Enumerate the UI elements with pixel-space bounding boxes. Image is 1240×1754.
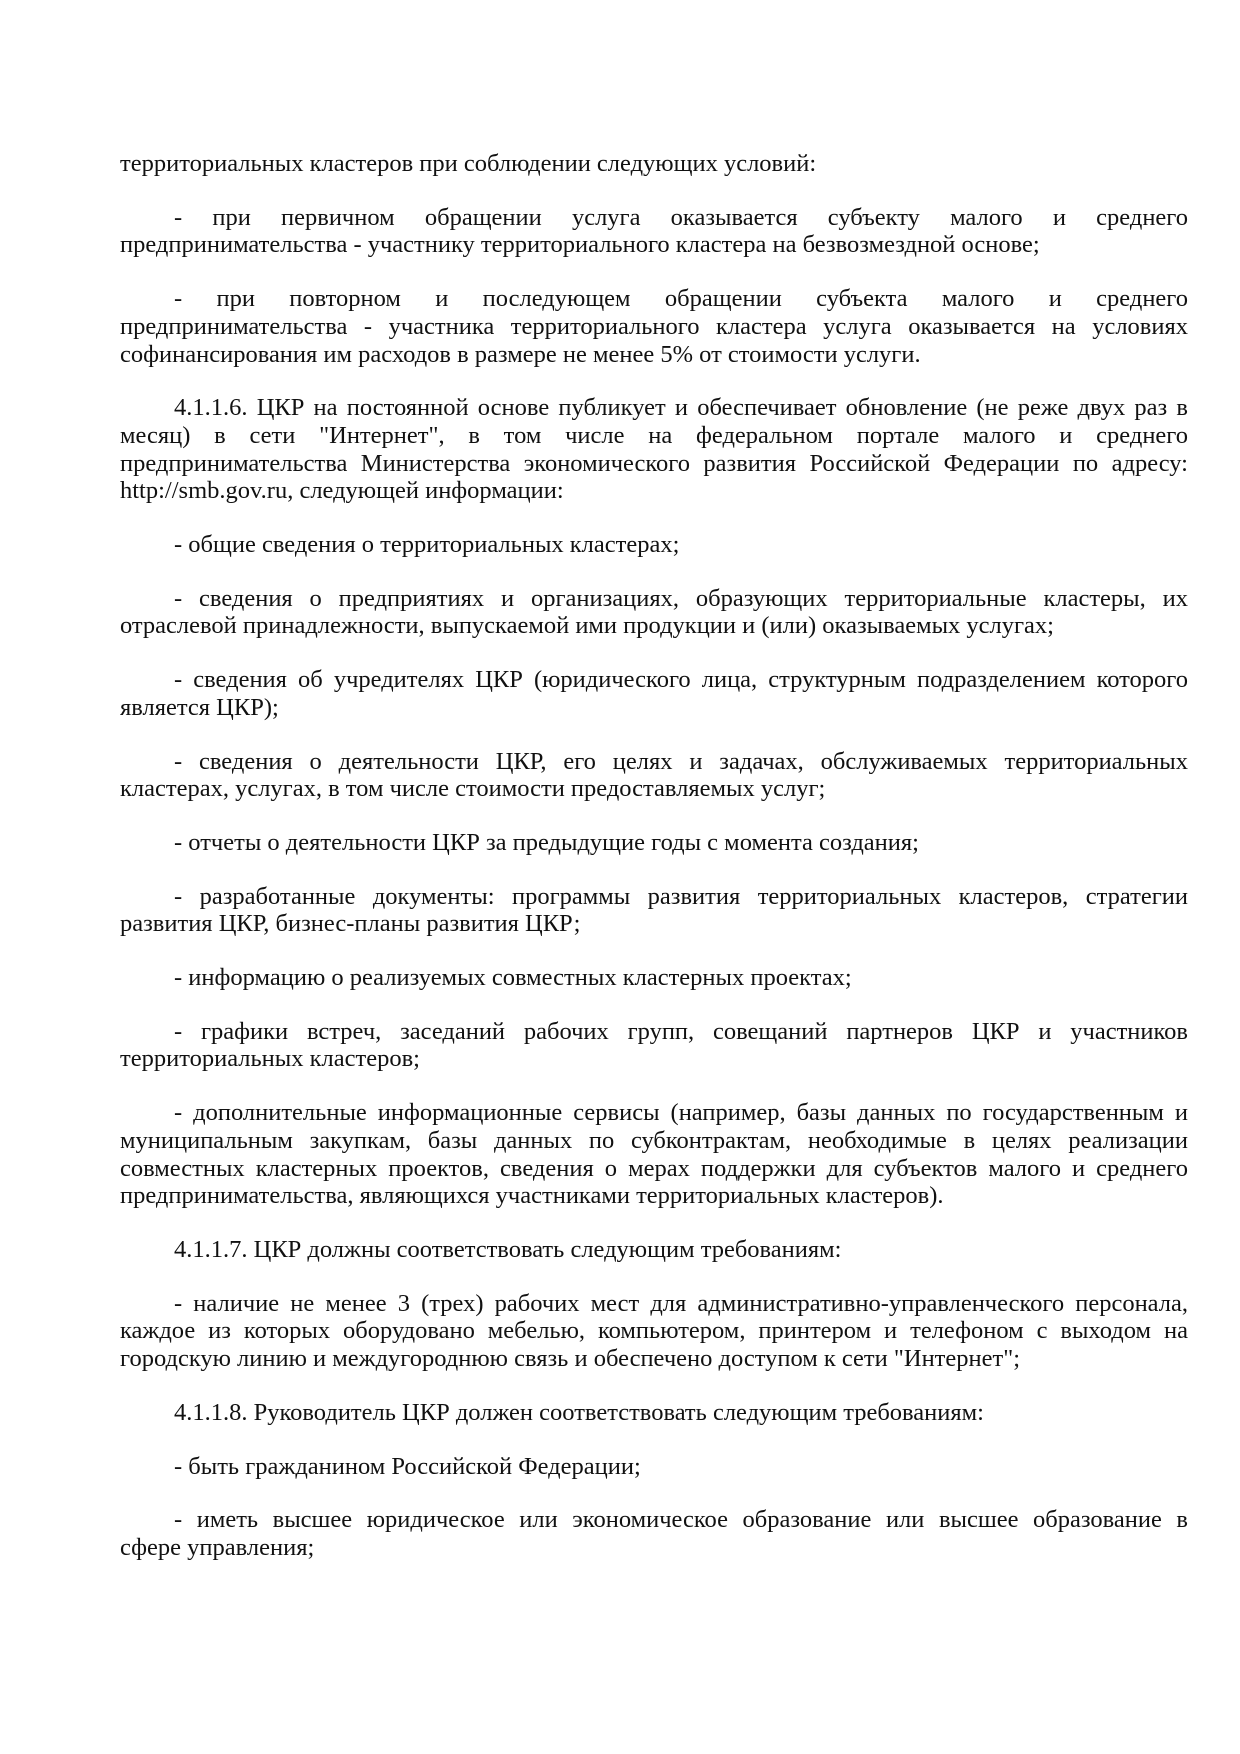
- text-line: предпринимательства - участнику территориального кластера на безвозмездной основе;: [120, 231, 1040, 259]
- text-line: - при первичном обращении услуга оказывается субъекту малого и среднего: [174, 203, 1188, 231]
- paragraph: [120, 585, 1188, 640]
- text-line: - графики встреч, заседаний рабочих групп, совещаний партнеров ЦКР и участников: [174, 1017, 1188, 1045]
- text-line: развития ЦКР, бизнес-планы развития ЦКР;: [120, 910, 581, 938]
- text-line: совместных кластерных проектов, сведения о мерах поддержки для субъектов малого и среднего: [120, 1154, 1188, 1182]
- text-line: сфере управления;: [120, 1533, 315, 1561]
- paragraph: [120, 285, 1188, 368]
- text-line: 4.1.1.6. ЦКР на постоянной основе публикует и обеспечивает обновление (не реже двух раз в: [174, 394, 1188, 422]
- text-line: городскую линию и междугороднюю связь и обеспечено доступом к сети "Интернет";: [120, 1345, 1021, 1373]
- paragraph: [120, 829, 1188, 857]
- text-line: софинансирования им расходов в размере не менее 5% от стоимости услуги.: [120, 340, 921, 368]
- text-line: предпринимательства, являющихся участниками территориальных кластеров).: [120, 1182, 944, 1210]
- text-line: - разработанные документы: программы развития территориальных кластеров, стратегии: [174, 882, 1188, 910]
- paragraph: [120, 394, 1188, 505]
- paragraph: [120, 883, 1188, 938]
- paragraph: [120, 666, 1188, 721]
- paragraph: [120, 1506, 1188, 1561]
- text-line: 4.1.1.8. Руководитель ЦКР должен соответствовать следующим требованиям:: [174, 1398, 984, 1426]
- text-line: предпринимательства Министерства экономического развития Российской Федерации по адресу:: [120, 449, 1188, 477]
- text-line: территориальных кластеров;: [120, 1045, 420, 1073]
- text-line: - сведения о предприятиях и организациях, образующих территориальные кластеры, их: [174, 584, 1188, 612]
- text-line: отраслевой принадлежности, выпускаемой ими продукции и (или) оказываемых услугах;: [120, 612, 1054, 640]
- paragraph: [120, 1290, 1188, 1373]
- paragraph: [120, 1018, 1188, 1073]
- text-line: - сведения об учредителях ЦКР (юридического лица, структурным подразделением которого: [174, 666, 1188, 694]
- text-line: муниципальным закупкам, базы данных по субконтрактам, необходимые в целях реализации: [120, 1126, 1188, 1154]
- text-line: каждое из которых оборудовано мебелью, компьютером, принтером и телефоном с выходом на: [120, 1317, 1188, 1345]
- text-line: - информацию о реализуемых совместных кластерных проектах;: [174, 964, 852, 992]
- paragraph: [120, 204, 1188, 259]
- paragraph: [120, 1099, 1188, 1210]
- text-line: - наличие не менее 3 (трех) рабочих мест для административно-управленческого персонала,: [174, 1289, 1188, 1317]
- text-line: - общие сведения о территориальных кластерах;: [174, 531, 680, 559]
- text-line: - отчеты о деятельности ЦКР за предыдущие годы с момента создания;: [174, 828, 919, 856]
- text-line: предпринимательства - участника территориального кластера услуга оказывается на условиях: [120, 312, 1188, 340]
- paragraph: [120, 748, 1188, 803]
- paragraph: [120, 1453, 1188, 1481]
- text-line: - сведения о деятельности ЦКР, его целях и задачах, обслуживаемых территориальных: [174, 747, 1188, 775]
- paragraph: [120, 531, 1188, 559]
- text-line: http://smb.gov.ru, следующей информации:: [120, 477, 564, 505]
- text-line: - при повторном и последующем обращении субъекта малого и среднего: [174, 285, 1188, 313]
- text-line: - иметь высшее юридическое или экономическое образование или высшее образование в: [174, 1506, 1188, 1534]
- paragraph: [120, 150, 1188, 178]
- text-line: территориальных кластеров при соблюдении следующих условий:: [120, 150, 817, 177]
- paragraph: [120, 964, 1188, 992]
- text-line: - быть гражданином Российской Федерации;: [174, 1452, 641, 1480]
- document-page: [120, 150, 1188, 1588]
- text-line: месяц) в сети "Интернет", в том числе на федеральном портале малого и среднего: [120, 421, 1188, 449]
- paragraph: [120, 1236, 1188, 1264]
- text-line: 4.1.1.7. ЦКР должны соответствовать следующим требованиям:: [174, 1235, 842, 1263]
- paragraph: [120, 1399, 1188, 1427]
- text-line: является ЦКР);: [120, 693, 279, 721]
- text-line: кластерах, услугах, в том числе стоимости предоставляемых услуг;: [120, 775, 826, 803]
- text-line: - дополнительные информационные сервисы (например, базы данных по государственным и: [174, 1099, 1188, 1127]
